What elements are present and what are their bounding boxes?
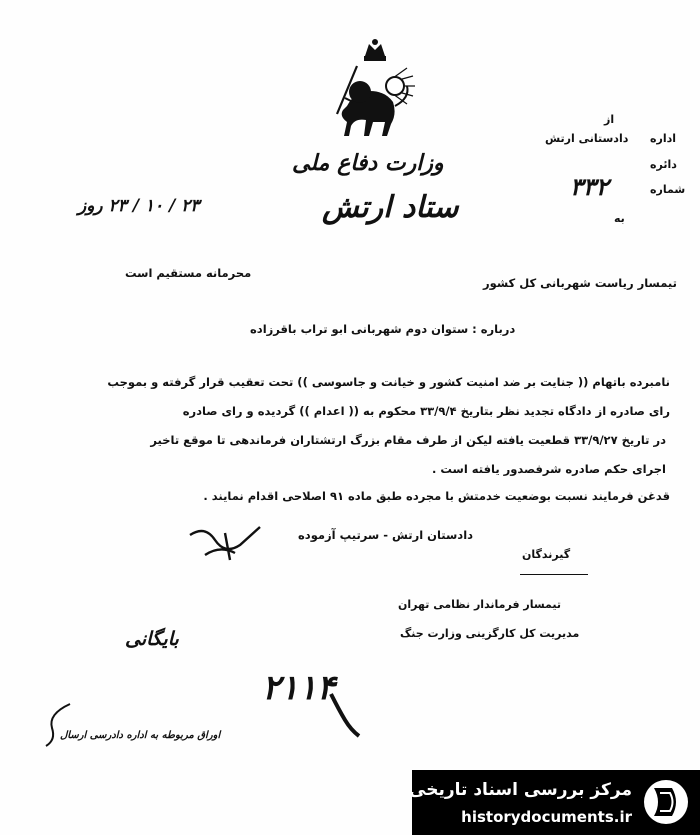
army-staff-title: ستاد ارتش — [322, 190, 459, 225]
body-line-2: رای صادره از دادگاه تجدید نظر بتاریخ ۳۳/۹/۴ محکوم به (( اعدام )) گردیده و رای صادره — [182, 404, 670, 418]
archive-title: مرکز بررسی اسناد تاریخی — [409, 780, 632, 800]
body-line-3: در تاریخ ۳۳/۹/۲۷ قطعیت یافته لیکن از طرف مقام بزرگ ارتشتاران فرماندهی تا موقع تاخیر — [150, 433, 666, 447]
ministry-name: وزارت دفاع ملی — [292, 150, 444, 176]
to-label: به — [614, 212, 625, 225]
watermark-banner — [409, 770, 700, 835]
archive-logo-icon — [642, 778, 690, 826]
bottom-handwritten-note: اوراق مربوطه به اداره دادرسی ارسال — [60, 730, 221, 741]
copies-label: گیرندگان — [522, 548, 571, 561]
number-label: شماره — [650, 183, 686, 196]
handwriting-flourish — [40, 700, 80, 750]
office-label: اداره — [650, 132, 677, 145]
body-line-4: اجرای حکم صادره شرفصدور یافته است . — [432, 462, 666, 476]
body-line-5: قدغن فرمایند نسبت بوضعیت خدمتش با مجرده طبق ماده ۹۱ اصلاحی اقدام نمایند . — [203, 489, 670, 503]
copy-recipient-2: مدیریت کل کارگزینی وزارت جنگ — [400, 627, 580, 640]
margin-handwritten-note: بایگانی — [125, 628, 179, 650]
letter-date: ۲۳ / ۱۰ / ۲۳ روز — [78, 196, 200, 216]
signature-scribble — [185, 515, 265, 565]
subject-line: درباره : ستوان دوم شهربانی ابو تراب باقرزاده — [250, 322, 516, 336]
archive-url: historydocuments.ir — [461, 808, 632, 826]
office-value: دادستانی ارتش — [545, 132, 629, 145]
classification-text: محرمانه مستقیم است — [125, 266, 252, 280]
signatory-line: دادستان ارتش - سرتیپ آزموده — [298, 528, 474, 542]
from-label: از — [604, 113, 615, 126]
recipient-line: تیمسار ریاست شهربانی کل کشور — [483, 276, 677, 290]
copy-recipient-1: تیمسار فرماندار نظامی تهران — [398, 598, 562, 611]
body-line-1: نامبرده باتهام (( جنایت بر ضد امنیت کشور و خیانت و جاسوسی )) تحت تعقیب قرار گرفته و بموجب — [107, 375, 670, 389]
ink-stroke — [325, 690, 365, 740]
department-label: دائره — [650, 158, 677, 171]
lion-and-sun-emblem — [325, 36, 425, 146]
copies-underline — [520, 574, 588, 575]
letter-number: ۳۳۲ — [570, 172, 609, 201]
register-number-handwritten: ۲۱۱۴ — [262, 668, 336, 708]
